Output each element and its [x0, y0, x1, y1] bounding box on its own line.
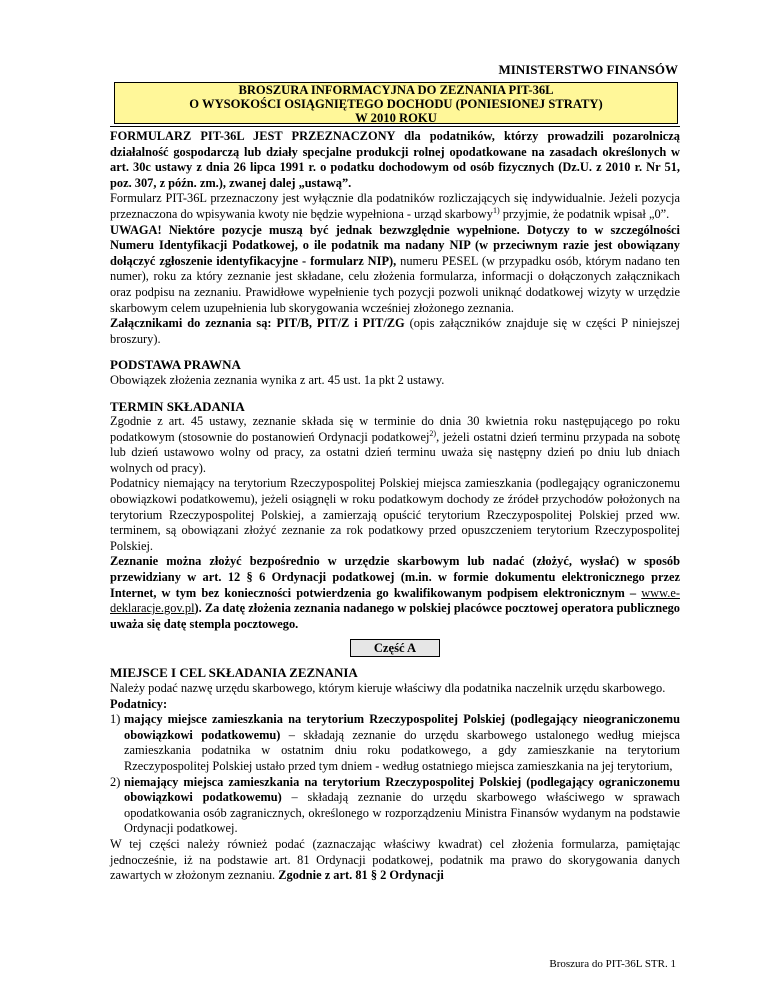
part-a-last-paragraph [110, 837, 680, 884]
deadline-heading: TERMIN SKŁADANIA [110, 398, 245, 414]
intro-paragraph [110, 129, 680, 191]
part-a-heading: MIEJSCE I CEL SKŁADANIA ZEZNANIA [110, 665, 358, 681]
document-title-box [114, 82, 678, 124]
list-item [110, 712, 680, 774]
deadline-p1-text-end: , jeżeli ostatni dzień terminu przypada na sobotę lub dzień ustawowo wolny od pracy, za ostatni dzień terminu uważa się następny dzień po dniu lub dniach wolnych od pracy). [110, 429, 680, 475]
list-item-number: 2) [110, 774, 121, 789]
deadline-paragraph-1 [110, 414, 680, 476]
deadline-paragraph-3 [110, 554, 680, 632]
para2-text-end: przyjmie, że podatnik wpisał „0”. [499, 206, 670, 221]
individual-settlement-paragraph [110, 191, 680, 222]
list-item-number: 1) [110, 712, 121, 727]
deadline-paragraph-2: Podatnicy niemający na terytorium Rzeczypospolitej Polskiej miejsca zamieszkania (podlegający ograniczonemu obowiązkowi podatkowemu), jeżeli osiągnęli w roku podatkowym dochody ze źródeł przychodów położonych na terytorium Rzeczypospolitej Polskiej, a zamierzają opuścić terytorium Rzeczypospolitej Polskiej przed ww. terminem, są obowiązani złożyć zeznanie za rok podatkowy przed opuszczeniem terytorium Rzeczypospolitej Polskiej. [110, 476, 680, 553]
list-item-text: niemający miejsca zamieszkania na terytorium Rzeczypospolitej Polskiej (podlegający ograniczonemu obowiązkowi podatkowemu) – składają zeznanie do urzędu skarbowego właściwego w sprawach opodatkowania osób zagranicznych, określonego w rozporządzeniu Ministra Finansów wydanym na podstawie Ordynacji podatkowej. [124, 774, 680, 836]
deadline-p1-text: Zgodnie z art. 45 ustawy, zeznanie składa się w terminie do dnia 30 kwietnia roku następującego po roku podatkowym (stosownie do postanowień Ordynacji podatkowej [110, 414, 680, 444]
part-a-label: Część A [350, 639, 440, 657]
deadline-p3-bold-b: ). Za datę złożenia zeznania nadanego w polskiej placówce pocztowej operatora publicznego uważa się datę stempla pocztowego. [110, 601, 680, 631]
part-a-last-bold: Zgodnie z art. 81 § 2 Ordynacji [278, 868, 444, 883]
attachments-bold-text: Załącznikami do zeznania są: PIT/B, PIT/Z i PIT/ZG [110, 316, 405, 331]
part-a-last-text: W tej części należy również podać (zaznaczając właściwy kwadrat) cel złożenia formularza, pamiętając jednocześnie, iż na podstawie art. 81 Ordynacji podatkowej, podatnik ma prawo do skorygowania danych zawartych w złożonym zeznaniu. [110, 836, 680, 883]
title-line-2: O WYSOKOŚCI OSIĄGNIĘTEGO DOCHODU (PONIESIONEJ STRATY) [189, 97, 603, 112]
list-item [110, 775, 680, 837]
footnote-ref-2: 2) [429, 428, 437, 438]
para2-text: Formularz PIT-36L przeznaczony jest wyłącznie dla podatników rozliczających się indywidualnie. Jeżeli pozycja przeznaczona do wpisywania kwoty nie będzie wypełniona - urząd skarbowy [110, 191, 680, 221]
uwaga-paragraph [110, 223, 680, 317]
attachments-text: (opis załączników znajduje się w części P niniejszej broszury). [110, 316, 680, 346]
document-body [110, 129, 680, 884]
list-item-text: mający miejsce zamieszkania na terytorium Rzeczypospolitej Polskiej (podlegający nieograniczonemu obowiązkowi podatkowemu) – składają zeznanie do urzędu skarbowego ustalonego według miejsca zamieszkania podatnika w ostatnim dniu roku podatkowego, a gdy zamieszkanie na terytorium Rzeczypospolitej Polskiej ustało przed tym dniem - według ostatniego miejsca zamieszkania na jej terytorium, [124, 712, 680, 773]
e-deklaracje-link[interactable]: www.e-deklaracje.gov.pl [110, 585, 680, 616]
title-line-3: W 2010 ROKU [355, 111, 437, 126]
page-footer: Broszura do PIT-36L STR. 1 [549, 958, 676, 970]
legal-basis-heading: PODSTAWA PRAWNA [110, 357, 241, 373]
part-a-paragraph-1: Należy podać nazwę urzędu skarbowego, którym kieruje właściwy dla podatnika naczelnik urzędu skarbowego. [110, 681, 666, 695]
ministry-name: MINISTERSTWO FINANSÓW [498, 62, 678, 77]
title-line-1: BROSZURA INFORMACYJNA DO ZEZNANIA PIT-36L [238, 83, 554, 97]
uwaga-bold-text: UWAGA! Niektóre pozycje muszą być jednak bezwzględnie wypełnione. Dotyczy to w szczególności Numeru Identyfikacji Podatkowej, o ile podatnik ma nadany NIP (w przeciwnym razie jest obowiązany dołączyć zgłoszenie identyfikacyjne - formularz NIP), [110, 222, 680, 268]
footnote-ref-1: 1) [492, 205, 500, 215]
attachments-paragraph [110, 316, 680, 347]
legal-basis-text: Obowiązek złożenia zeznania wynika z art. 45 ust. 1a pkt 2 ustawy. [110, 372, 445, 387]
podatnicy-label: Podatnicy: [110, 696, 168, 711]
intro-bold-text: FORMULARZ PIT-36L JEST PRZEZNACZONY dla podatników, którzy prowadzili pozarolniczą działalność gospodarczą lub działy specjalne produkcji rolnej opodatkowane na zasadach określonych w art. 30c ustawy z dnia 26 lipca 1991 r. o podatku dochodowym od osób fizycznych (Dz.U. z 2010 r. Nr 51, poz. 307, z późn. zm.), zwanej dalej „ustawą”. [110, 129, 680, 190]
deadline-p3-bold-a: Zeznanie można złożyć bezpośrednio w urzędzie skarbowym lub nadać (złożyć, wysłać) w sposób przewidziany w art. 12 § 6 Ordynacji podatkowej (m.in. w formie dokumentu elektronicznego przez Internet, w tym bez konieczności potwierdzenia go kwalifikowanym podpisem elektronicznym – [110, 554, 680, 600]
header-divider [110, 126, 680, 127]
uwaga-text: numeru PESEL (w przypadku osób, którym nadano ten numer), roku za który zeznanie jest składane, celu złożenia formularza, informacji o dołączonych załącznikach oraz podpisu na zeznaniu. Prawidłowe wypełnienie tych pozycji pozwoli uniknąć dodatkowej wizyty w urzędzie skarbowym celem uzupełnienia lub skorygowania wcześniej złożonego zeznania. [110, 253, 680, 315]
